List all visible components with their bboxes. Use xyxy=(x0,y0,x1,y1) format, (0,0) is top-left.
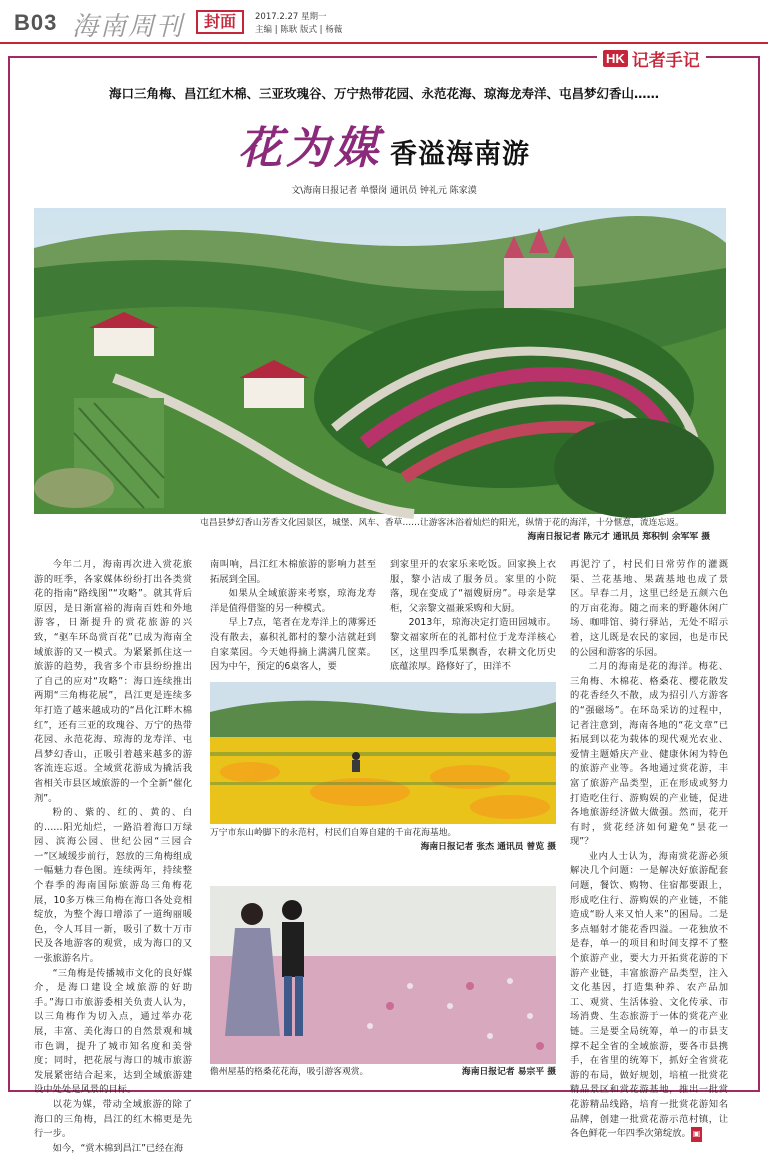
section-tag: 封面 xyxy=(196,10,244,34)
flower-field-image xyxy=(210,682,556,824)
article-subtitle: 海口三角梅、昌江红木棉、三亚玫瑰谷、万宁热带花园、永范花海、琼海龙寿洋、屯昌梦幻香山…… xyxy=(108,86,659,101)
reporter-notes-badge xyxy=(597,46,706,70)
article-title xyxy=(0,112,768,176)
couple-flowers-photo xyxy=(210,886,556,1064)
paragraph: 以花为媒，带动全域旅游的除了海口的三角梅，昌江的红木棉更是先行一步。 xyxy=(34,1098,192,1140)
flower-field-caption xyxy=(210,826,556,854)
flower-field-caption-text: 万宁市东山岭脚下的永范村，村民们自筹自建的千亩花海基地。 xyxy=(210,828,457,838)
paragraph: 二月的海南是花的海洋。梅花、三角梅、木棉花、格桑花、樱花散发的花香经久不散，成为招引八方游客的“强磁场”。在环岛采访的过程中，记者注意到，海南各地的“花文章”已拓展到以花为载体的现代观光农业、爱情主题婚庆产业、健康休闲为特色的旅游产业等。各地通过赏花游，丰富了旅游产品类型，正在形成或努力打造吃住行、游购娱的产业链，促进各地旅游经济做大做强。然而，花开有时，赏花经济如何避免“昙花一现”？ xyxy=(570,661,728,848)
paragraph: 再泥泞了，村民们日常劳作的灌溉渠、兰花基地、果蔬基地也成了景区。早春二月，这里已经是五颜六色的万亩花海。随之而来的野趣休闲广场、咖啡馆、骑行驿站，无处不昭示着，这儿既是农民的家园，也是市民的公园和游客的乐园。 xyxy=(570,559,728,658)
header-rule xyxy=(0,42,768,44)
paragraph xyxy=(570,850,728,1142)
main-photo-caption xyxy=(200,516,740,544)
hk-logo-icon: HK xyxy=(603,50,628,67)
title-main: 花为媒 xyxy=(238,123,382,174)
couple-flowers-image xyxy=(210,886,556,1064)
couple-flowers-caption xyxy=(210,1065,556,1079)
text-column-2 xyxy=(210,558,376,678)
page-header xyxy=(0,0,768,44)
main-photo xyxy=(34,208,726,514)
byline: 文\海南日报记者 单憬岗 通讯员 钟礼元 陈家漠 xyxy=(291,186,477,196)
issue-date: 2017.2.27 星期一 xyxy=(255,12,327,22)
end-mark-icon: ▣ xyxy=(691,1127,703,1142)
paragraph: 早上7点，笔者在龙寿洋上的薄雾还没有散去，嘉积礼都村的黎小洁就赶到自家菜园。今天她得摘上满满几筐菜。因为中午，预定的6桌客人，要 xyxy=(210,617,376,673)
main-photo-credit: 海南日报记者 陈元才 通讯员 郑积钊 余军军 摄 xyxy=(527,532,710,542)
text-column-1 xyxy=(34,558,192,1154)
couple-flowers-caption-text: 儋州屋基的格桑花花海，吸引游客观赏。 xyxy=(210,1067,369,1077)
paragraph: 今年二月，海南再次进入赏花旅游的旺季，各家媒体纷纷打出各类赏花的指南“路线图”“攻略”。就其背后原因，是日渐富裕的海南百姓和外地游客，日渐提升的赏花旅游的兴致，“驱车环岛赏百花”已成为海南全域旅游的又一模式。为紧紧抓住这一旅游的趋势，我省多个市县纷纷推出了自己的应对“攻略”：海口连续推出两期“三角梅花展”，昌江更是连续多年打造了越来越成功的“昌化江畔木棉红”，还有三亚的玫瑰谷、万宁的热带花园、永范花海、琼海的龙寿洋、屯昌梦幻香山，正吸引着越来越多的游客流连忘返。全域赏花游成为撬活我省相关市县区域旅游的一个全新“催化剂”。 xyxy=(34,559,192,804)
flower-field-photo xyxy=(210,682,556,824)
text-column-4 xyxy=(570,558,728,1140)
paragraph-text: 业内人士认为，海南赏花游必须解决几个问题：一是解决好旅游配套问题，餐饮、购物、住宿都要跟上，形成吃住行、游购娱的产业链，不能造成“盼人来又怕人来”的困局。二是多点辐射才能花香四溢。一花独放不是春，单一的项目和时间支撑不了整个旅游产业，要大力开拓赏花游的下游产业链，丰富旅游产品类型，注入文化基因，打造集种养、农产品加工、观赏、生活体验、文化传承、市场消费、生态旅游于一体的赏花产业链。三是要全局统筹，单一的市县支撑不起全省的全域旅游，要各市县携手，在省里的统筹下，抓好全省赏花游的布局，做好规划，培植一批赏花精品景区和赏花游基地，推出一批赏花游精品线路，培育一批赏花游知名品牌，创建一批赏花游示范村镇，让各色鲜花一年四季次第绽放。 xyxy=(570,850,728,1140)
editors-line: 主编 | 陈耿 版式 | 杨薇 xyxy=(255,25,343,35)
paragraph: 如今，“赏木棉到昌江”已经在海 xyxy=(52,1142,184,1154)
paragraph: “三角梅是传播城市文化的良好媒介，是海口建设全域旅游的好助手。”海口市旅游委相关负责人认为，以三角梅作为切入点，通过举办花展，丰富、美化海口的自然景观和城市色调，提升了城市知名度和美誉度；同时，把花展与海口的城市旅游发展紧密结合起来，达到全域旅游建设中处处是风景的目标。 xyxy=(34,967,192,1096)
publication-logo: 海南周刊 xyxy=(72,12,185,42)
main-photo-caption-text: 屯昌县梦幻香山芳香文化园景区，城堡、风车、香草……让游客沐浴着灿烂的阳光，纵情于花的海洋，十分惬意，流连忘返。 xyxy=(200,518,684,528)
paragraph: 粉的、紫的、红的、黄的、白的……阳光灿烂，一路沿着海口万绿园、滨海公园、世纪公园“三园合一”区域缓步前行，怒放的三角梅组成一幅魅力春色图。连续两年，持续整个春季的海南国际旅游岛三角梅花展，10多万株三角梅在海口各处竞相绽放，为整个海口增添了一道绚丽暖色，令人耳目一新，吸引了数十万市民及各地游客的观赏，成为海口的又一张旅游名片。 xyxy=(34,807,192,965)
page-number: B03 xyxy=(14,10,58,35)
paragraph: 到家里开的农家乐来吃饭。回家换上衣服，黎小洁成了服务员。家里的小院落，现在变成了“福嫂厨房”。母亲是掌柜，父亲黎文福兼采购和大厨。 xyxy=(390,559,556,614)
paragraph: 南叫响，昌江红木棉旅游的影响力甚至拓展到全国。 xyxy=(210,559,376,585)
paragraph: 2013年，琼海决定打造田园城市。黎文福家所在的礼都村位于龙寿洋核心区，这里四季瓜果飘香，农耕文化历史底蕴浓厚。路修好了，田洋不 xyxy=(390,617,556,673)
title-sub: 香溢海南游 xyxy=(390,139,530,170)
flower-field-credit: 海南日报记者 张杰 通讯员 曾览 摄 xyxy=(420,842,556,852)
scenic-park-image xyxy=(34,208,726,514)
reporter-notes-label: 记者手记 xyxy=(631,50,700,71)
couple-flowers-credit: 海南日报记者 易宗平 摄 xyxy=(461,1067,556,1077)
paragraph: 如果从全域旅游来考察，琼海龙寿洋是值得借鉴的另一种模式。 xyxy=(210,588,376,614)
text-column-3 xyxy=(390,558,556,678)
